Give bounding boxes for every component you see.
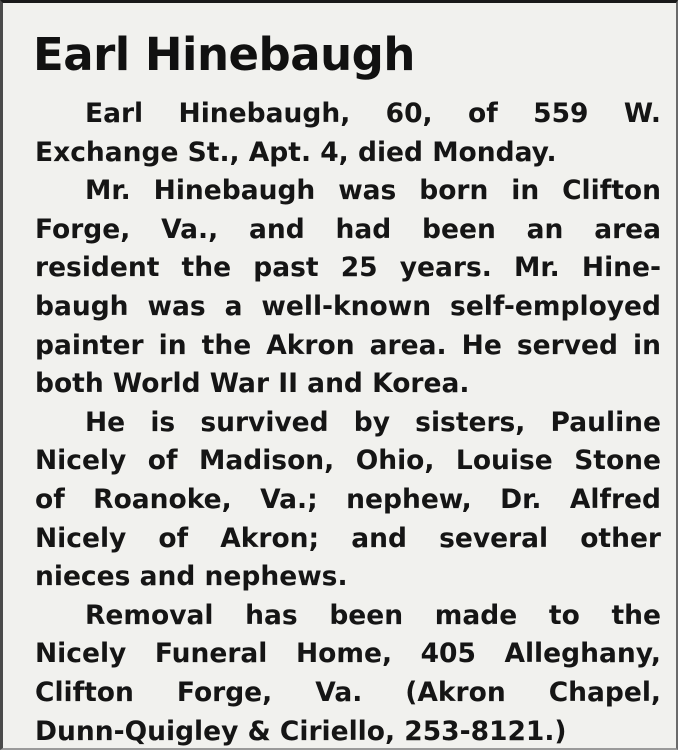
text-line: baugh was a well-known self-employed xyxy=(35,290,661,322)
text-line: Nicely of Akron; and several other xyxy=(35,522,661,554)
text-line: nieces and nephews. xyxy=(35,561,348,593)
text-line: Removal has been made to the xyxy=(85,599,661,631)
text-line: both World War II and Korea. xyxy=(35,368,470,400)
text-line: resident the past 25 years. Mr. Hine- xyxy=(35,252,661,284)
paragraph-death-notice xyxy=(35,95,661,172)
paragraph-biography xyxy=(35,172,661,404)
paragraph-arrangements xyxy=(35,597,661,750)
paragraph-survivors xyxy=(35,404,661,597)
text-line: painter in the Akron area. He served in xyxy=(35,329,661,361)
text-line: Forge, Va., and had been an area xyxy=(35,213,661,245)
text-line: Dunn-Quigley & Ciriello, 253-8121.) xyxy=(35,715,567,747)
obituary-headline: Earl Hinebaugh xyxy=(33,28,415,81)
text-line: Clifton Forge, Va. (Akron Chapel, xyxy=(35,676,661,708)
text-line: Nicely Funeral Home, 405 Alleghany, xyxy=(35,638,661,670)
text-line: He is survived by sisters, Pauline xyxy=(85,406,661,438)
text-line: Exchange St., Apt. 4, died Monday. xyxy=(35,136,557,168)
text-line: Earl Hinebaugh, 60, of 559 W. xyxy=(85,98,661,129)
text-line: Nicely of Madison, Ohio, Louise Stone xyxy=(35,445,661,477)
text-line: of Roanoke, Va.; nephew, Dr. Alfred xyxy=(35,483,661,515)
text-line: Mr. Hinebaugh was born in Clifton xyxy=(85,175,661,207)
obituary-body xyxy=(35,95,661,750)
